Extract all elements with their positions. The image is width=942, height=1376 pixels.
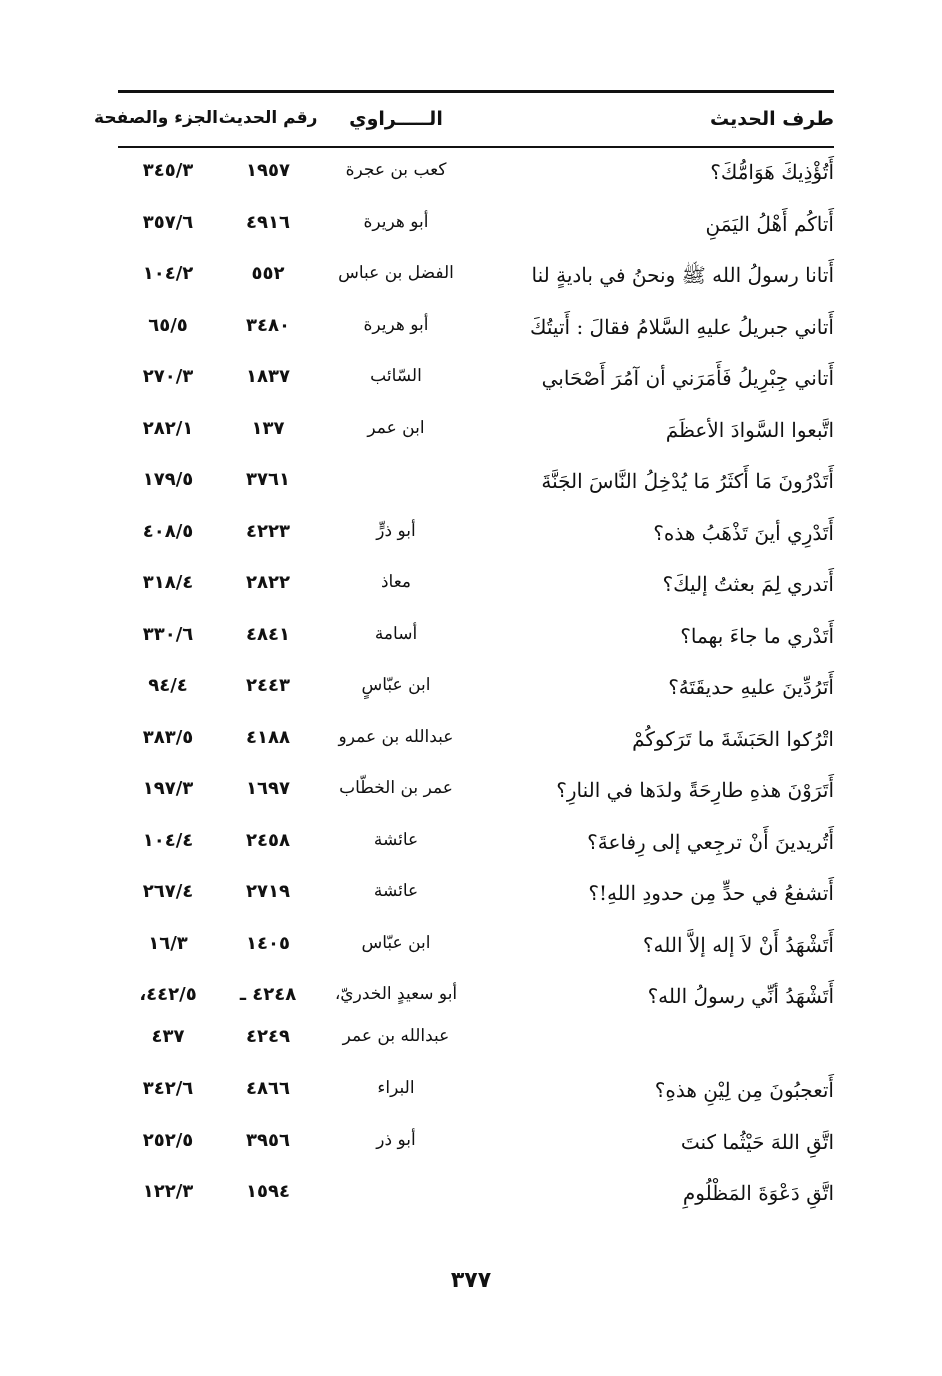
page-number: ٣٧٧ bbox=[450, 1268, 492, 1293]
volume-page: ٢٨٢/١ bbox=[142, 417, 194, 439]
volume-page: ٤٣٧ bbox=[151, 1026, 185, 1047]
narrator: عبدالله بن عمرو bbox=[338, 726, 454, 747]
table-row bbox=[118, 614, 834, 666]
narrator: كعب بن عجرة bbox=[345, 160, 447, 180]
table-row bbox=[118, 408, 834, 460]
hadith-number: ١٦٩٧ bbox=[246, 778, 290, 799]
narrator: أبو هريرة bbox=[363, 211, 429, 232]
hadith-number: ٤٢٤٩ bbox=[246, 1026, 290, 1047]
top-rule bbox=[118, 90, 834, 93]
volume-page: ٩٤/٤ bbox=[148, 675, 188, 696]
table-row bbox=[118, 305, 834, 357]
hadith-number: ١٥٩٤ bbox=[246, 1181, 290, 1202]
hadith-number: ٢٧١٩ bbox=[246, 881, 290, 902]
hadith-number: ١٣٧ bbox=[251, 417, 285, 439]
hadith-number: ٤٩١٦ bbox=[246, 211, 290, 233]
header-rule bbox=[118, 146, 834, 148]
volume-page: ٣٨٣/٥ bbox=[142, 726, 194, 748]
hadith-number: ٣٤٨٠ bbox=[246, 314, 290, 336]
volume-page: ١٢٢/٣ bbox=[142, 1181, 194, 1202]
header-hadith-number: رقم الحديث bbox=[218, 108, 318, 128]
volume-page: ١٠٤/٤ bbox=[142, 829, 194, 851]
table-row bbox=[118, 665, 834, 717]
hadith-text: أَتَشْهَدُ أَنْ لاَ إله إلاَّ الله؟ bbox=[642, 932, 834, 957]
hadith-text: أَتَدْرِي أينَ تَذْهَبُ هذه؟ bbox=[653, 520, 834, 545]
hadith-number: ١٩٥٧ bbox=[246, 160, 290, 181]
narrator: عائشة bbox=[373, 881, 419, 901]
table-row bbox=[118, 923, 834, 975]
hadith-text: اتَّقِ اللهَ حَيْثُما كنتَ bbox=[680, 1129, 834, 1154]
hadith-text: أَتاني جبريلُ عليهِ السَّلامُ فقالَ : أَتيتُكَ bbox=[530, 314, 834, 339]
hadith-text: اتْرُكوا الحَبَشَةَ ما تَرَكوكُمْ bbox=[632, 726, 834, 751]
table-row bbox=[118, 1120, 834, 1172]
volume-page: ١٧٩/٥ bbox=[142, 469, 194, 490]
table-row bbox=[118, 356, 834, 408]
hadith-text: أَتشفعُ في حدٍّ مِن حدودِ اللهِ!؟ bbox=[588, 881, 834, 905]
hadith-number: ٢٤٥٨ bbox=[246, 829, 290, 851]
narrator: أبو سعيدٍ الخدريّ، bbox=[334, 984, 458, 1004]
narrator: عائشة bbox=[373, 829, 419, 850]
table-row bbox=[118, 974, 834, 1016]
hadith-text: أَتانا رسولُ الله ﷺ ونحنُ في باديةٍ لنا bbox=[531, 263, 834, 287]
narrator: ابن عبّاسٍ bbox=[361, 675, 431, 695]
table-row bbox=[118, 562, 834, 614]
hadith-number: ٤٨٤١ bbox=[246, 623, 290, 645]
volume-page: ٣٥٧/٦ bbox=[142, 211, 194, 233]
hadith-number: ٣٩٥٦ bbox=[246, 1129, 290, 1151]
hadith-number: ٢٨٢٢ bbox=[246, 572, 290, 593]
hadith-text: اتَّبعوا السَّوادَ الأعظَمَ bbox=[665, 417, 834, 442]
volume-page: ٤٤٢/٥، bbox=[139, 984, 197, 1005]
hadith-number: ٥٥٢ bbox=[251, 263, 285, 284]
hadith-text: اتَّقِ دَعْوَةَ المَظْلُومِ bbox=[682, 1181, 834, 1205]
volume-page: ٦٥/٥ bbox=[148, 314, 188, 336]
hadith-text: أَتاكُم أَهْلُ اليَمَنِ bbox=[705, 211, 834, 236]
hadith-number: ١٨٣٧ bbox=[246, 366, 290, 387]
table-row bbox=[118, 871, 834, 923]
table-row bbox=[118, 511, 834, 563]
hadith-number: ١٤٠٥ bbox=[246, 932, 290, 954]
table-row bbox=[118, 820, 834, 872]
table-row bbox=[118, 253, 834, 305]
table-row bbox=[118, 717, 834, 769]
hadith-text: أَتَدْرُونَ مَا أَكثَرُ مَا يُدْخِلُ النَّاسَ الجَنَّةَ bbox=[541, 469, 834, 493]
volume-page: ٣١٨/٤ bbox=[142, 572, 194, 593]
volume-page: ٢٦٧/٤ bbox=[142, 881, 194, 902]
hadith-text: أَتَرَوْنَ هذهِ طارِحَةً ولدَها في النارِ؟ bbox=[556, 778, 834, 802]
hadith-text: أَتَشْهَدُ أنِّي رسولُ الله؟ bbox=[647, 984, 834, 1008]
hadith-text: أَتَرُدِّينَ عليهِ حديقَتَهُ؟ bbox=[668, 675, 834, 699]
header-volume-page: الجزء والصفحة bbox=[94, 108, 218, 128]
hadith-text: أَتعجبُونَ مِن لِيْنِ هذهِ؟ bbox=[654, 1078, 834, 1102]
hadith-number: ٤٨٦٦ bbox=[246, 1078, 290, 1099]
hadith-index-table bbox=[118, 150, 834, 1223]
volume-page: ٣٤٢/٦ bbox=[142, 1078, 194, 1099]
table-row bbox=[118, 1016, 834, 1068]
hadith-text: أَتَدْري ما جاءَ بهما؟ bbox=[680, 623, 834, 648]
table-row bbox=[118, 768, 834, 820]
header-rawi: الـــــراوي bbox=[349, 108, 443, 130]
volume-page: ١٩٧/٣ bbox=[142, 778, 194, 799]
narrator: البراء bbox=[377, 1078, 415, 1098]
narrator: أسامة bbox=[374, 623, 418, 644]
table-row bbox=[118, 202, 834, 254]
volume-page: ١٦/٣ bbox=[148, 932, 188, 954]
hadith-text: أَتُريدينَ أَنْ ترجِعي إلى رِفاعةَ؟ bbox=[587, 829, 834, 854]
volume-page: ٣٣٠/٦ bbox=[142, 623, 194, 645]
hadith-number: ٢٤٤٣ bbox=[246, 675, 290, 696]
table-row bbox=[118, 459, 834, 511]
volume-page: ٢٥٢/٥ bbox=[142, 1129, 194, 1151]
table-row bbox=[118, 1068, 834, 1120]
narrator: ابن عبّاس bbox=[361, 932, 431, 953]
table-header bbox=[94, 100, 834, 140]
table-row bbox=[118, 1171, 834, 1223]
narrator: السّائب bbox=[370, 366, 422, 386]
narrator: أبو ذر bbox=[376, 1129, 416, 1150]
volume-page: ٣٤٥/٣ bbox=[142, 160, 194, 181]
narrator: أبو ذرٍّ bbox=[376, 520, 416, 541]
narrator: عمر بن الخطّاب bbox=[339, 778, 453, 798]
volume-page: ٢٧٠/٣ bbox=[142, 366, 194, 387]
narrator: معاذ bbox=[380, 572, 412, 592]
narrator: الفضل بن عباس bbox=[338, 263, 454, 283]
table-row bbox=[118, 150, 834, 202]
hadith-text: أَتاني جِبْرِيلُ فَأَمَرَني أن آمُرَ أَصْحَابي bbox=[541, 366, 834, 390]
hadith-number: ٤١٨٨ bbox=[246, 726, 290, 748]
narrator: أبو هريرة bbox=[363, 314, 429, 335]
narrator: ابن عمر bbox=[367, 417, 425, 438]
header-hadith: طرف الحديث bbox=[710, 108, 834, 130]
hadith-number: ٤٢٤٨ ـ bbox=[239, 984, 297, 1005]
hadith-number: ٣٧٦١ bbox=[246, 469, 290, 490]
narrator: عبدالله بن عمر bbox=[342, 1026, 450, 1046]
volume-page: ٤٠٨/٥ bbox=[142, 520, 194, 542]
hadith-text: أَتُؤْذِيكَ هَوَامُّكَ؟ bbox=[710, 160, 834, 184]
volume-page: ١٠٤/٢ bbox=[142, 263, 194, 284]
hadith-number: ٤٢٢٣ bbox=[246, 520, 290, 542]
hadith-text: أَتدري لِمَ بعثتُ إليكَ؟ bbox=[662, 572, 834, 596]
